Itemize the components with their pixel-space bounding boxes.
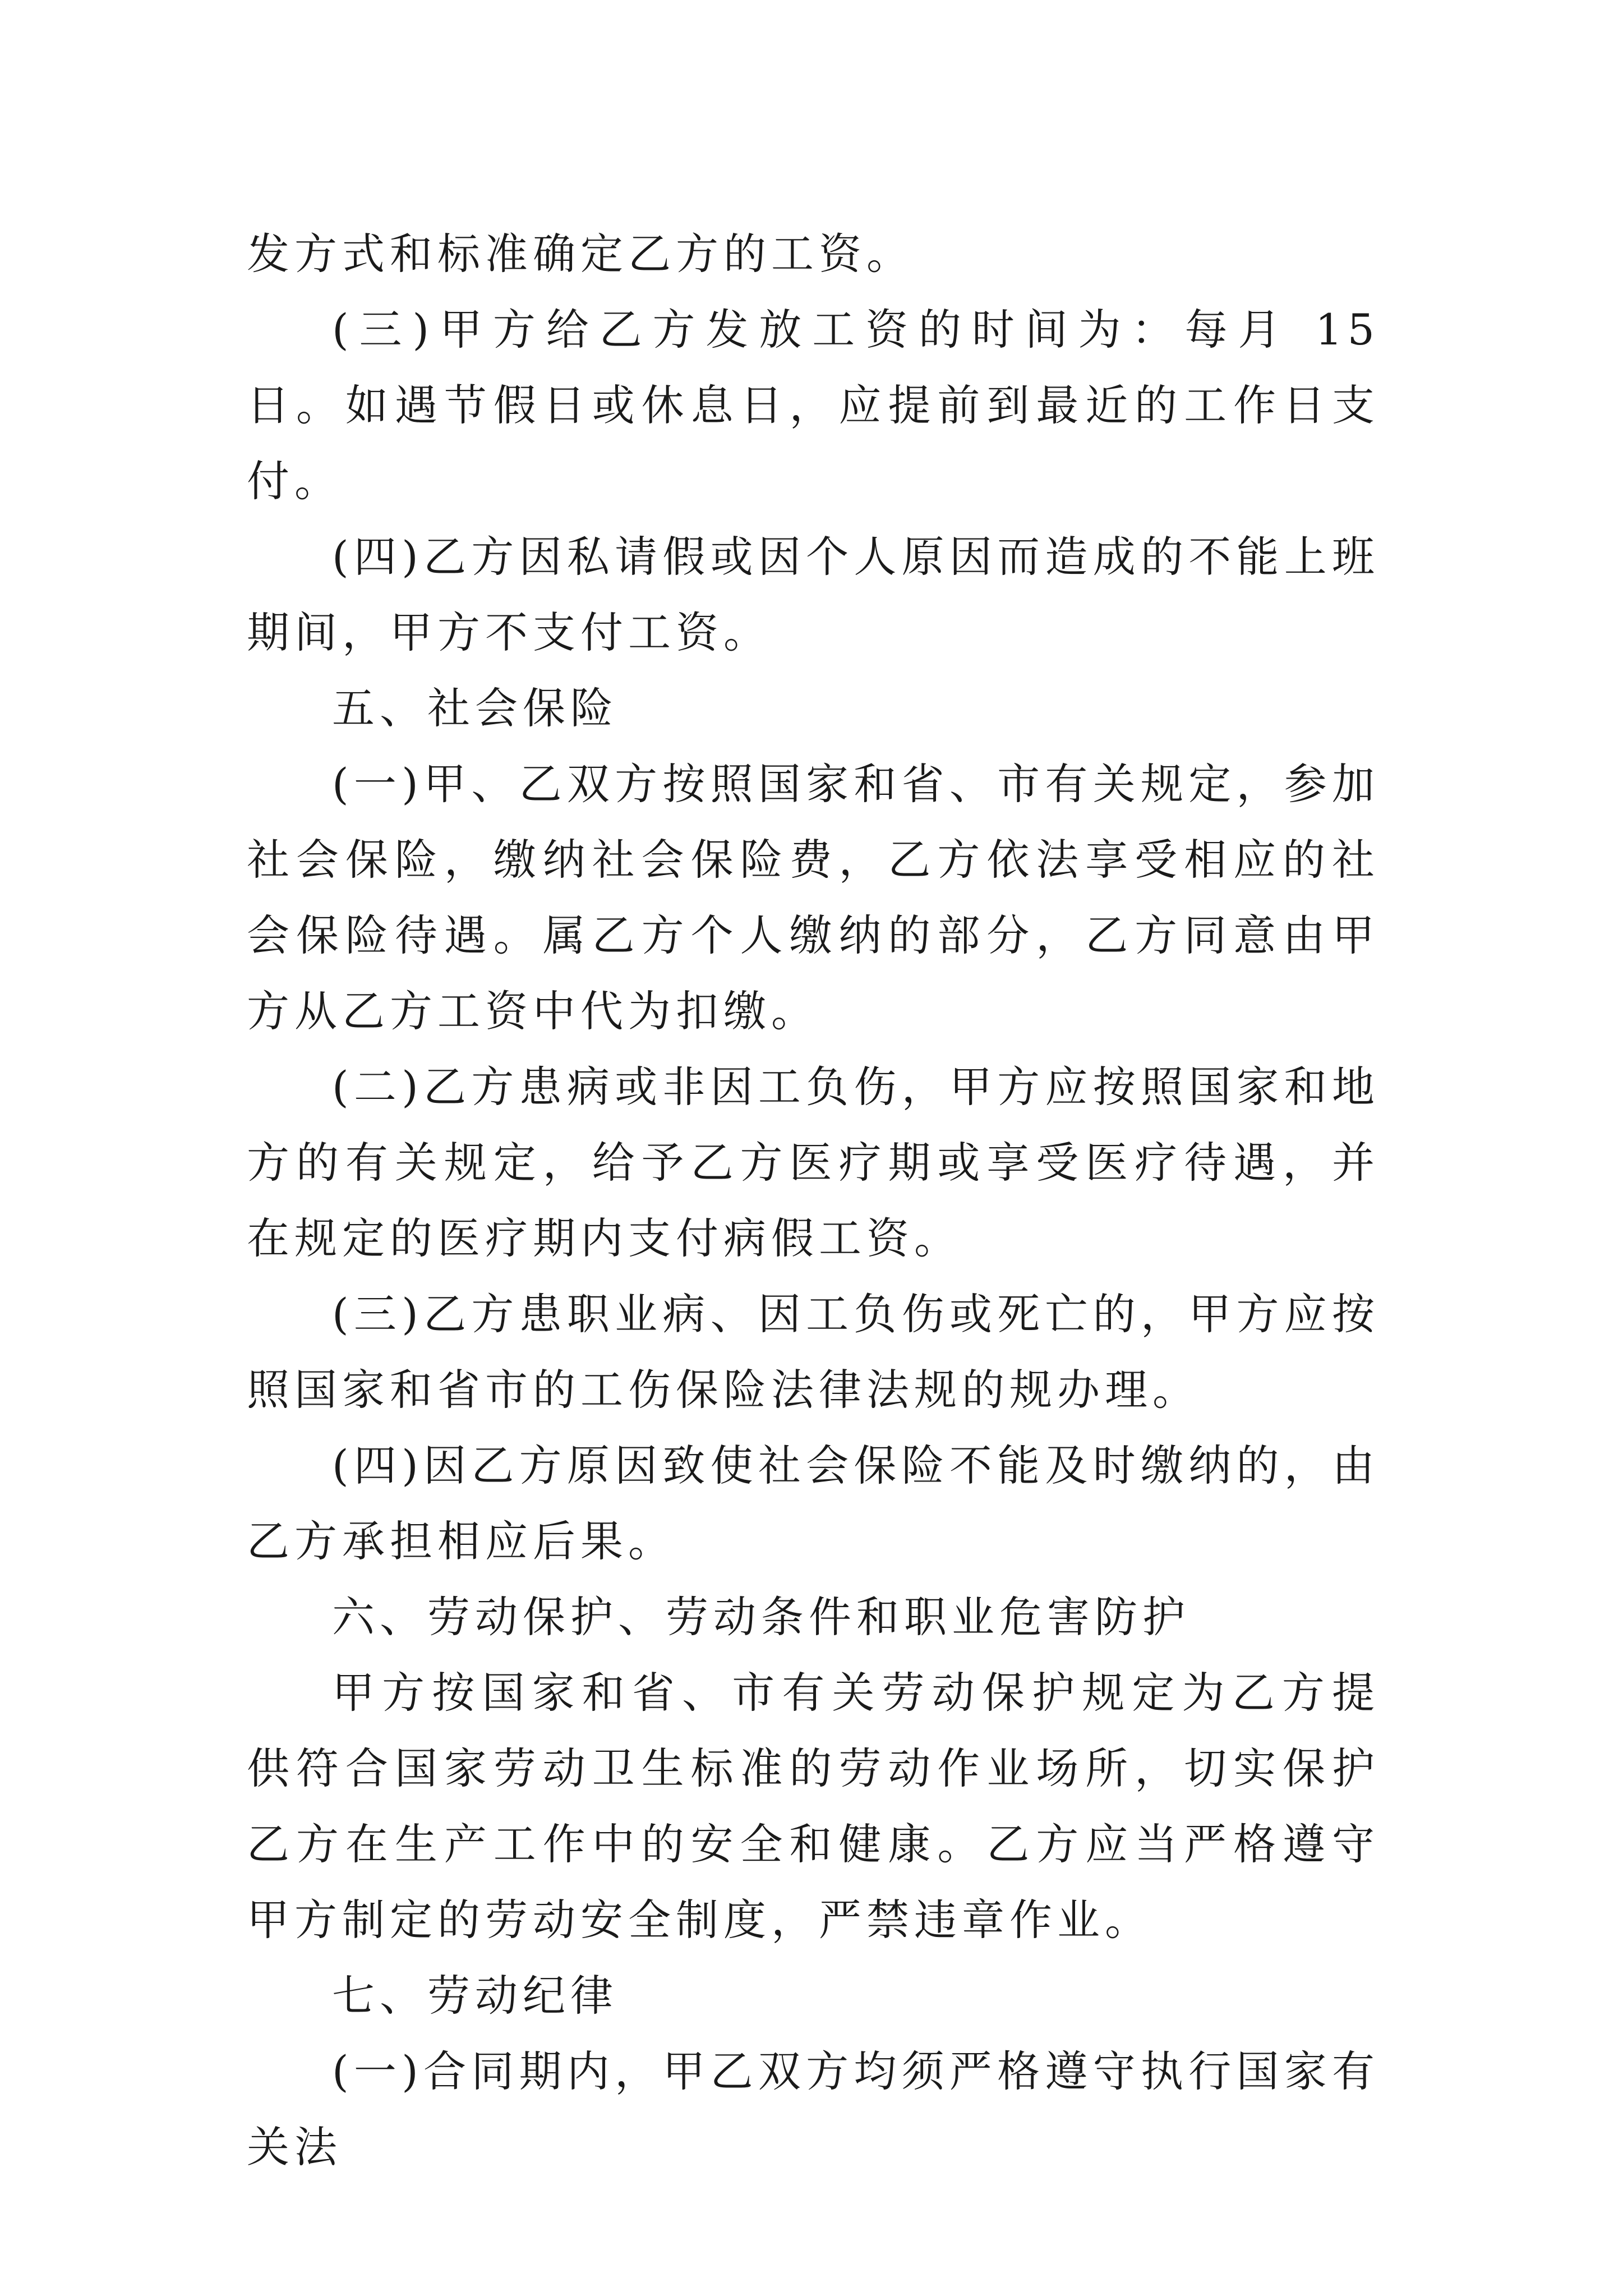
paragraph-occupational-injury: (三)乙方患职业病、因工负伤或死亡的，甲方应按照国家和省市的工伤保险法律法规的规办理。 (247, 1289, 1380, 1415)
paragraph-insurance-contribution: (一)甲、乙双方按照国家和省、市有关规定，参加社会保险，缴纳社会保险费，乙方依法享受相应的社会保险待遇。属乙方个人缴纳的部分，乙方同意由甲方从乙方工资中代为扣缴。 (247, 759, 1380, 1036)
paragraph-contract-period-compliance: (一)合同期内，甲乙双方均须严格遵守执行国家有关法 (247, 2046, 1380, 2172)
paragraph-workplace-safety: 甲方按国家和省、市有关劳动保护规定为乙方提供符合国家劳动卫生标准的劳动作业场所，切实保护乙方在生产工作中的安全和健康。乙方应当严格遵守甲方制定的劳动安全制度，严禁违章作业。 (247, 1668, 1380, 1945)
document-page (247, 216, 1380, 2185)
paragraph-wage-method-continued: 发方式和标准确定乙方的工资。 (247, 229, 914, 279)
paragraph-sickness-medical-period: (二)乙方患病或非因工负伤，甲方应按照国家和地方的有关规定，给予乙方医疗期或享受医疗待遇，并在规定的医疗期内支付病假工资。 (247, 1062, 1380, 1263)
paragraph-insurance-delay-consequence: (四)因乙方原因致使社会保险不能及时缴纳的，由乙方承担相应后果。 (247, 1441, 1380, 1566)
paragraph-personal-leave-wage: (四)乙方因私请假或因个人原因而造成的不能上班期间，甲方不支付工资。 (247, 532, 1380, 657)
section-heading-social-insurance: 五、社会保险 (332, 683, 618, 733)
section-heading-labor-discipline: 七、劳动纪律 (332, 1971, 618, 2021)
section-heading-labor-protection: 六、劳动保护、劳动条件和职业危害防护 (332, 1592, 1190, 1642)
paragraph-wage-payment-date: (三)甲方给乙方发放工资的时间为：每月 15 日。如遇节假日或休息日，应提前到最近的工作日支付。 (247, 305, 1380, 506)
